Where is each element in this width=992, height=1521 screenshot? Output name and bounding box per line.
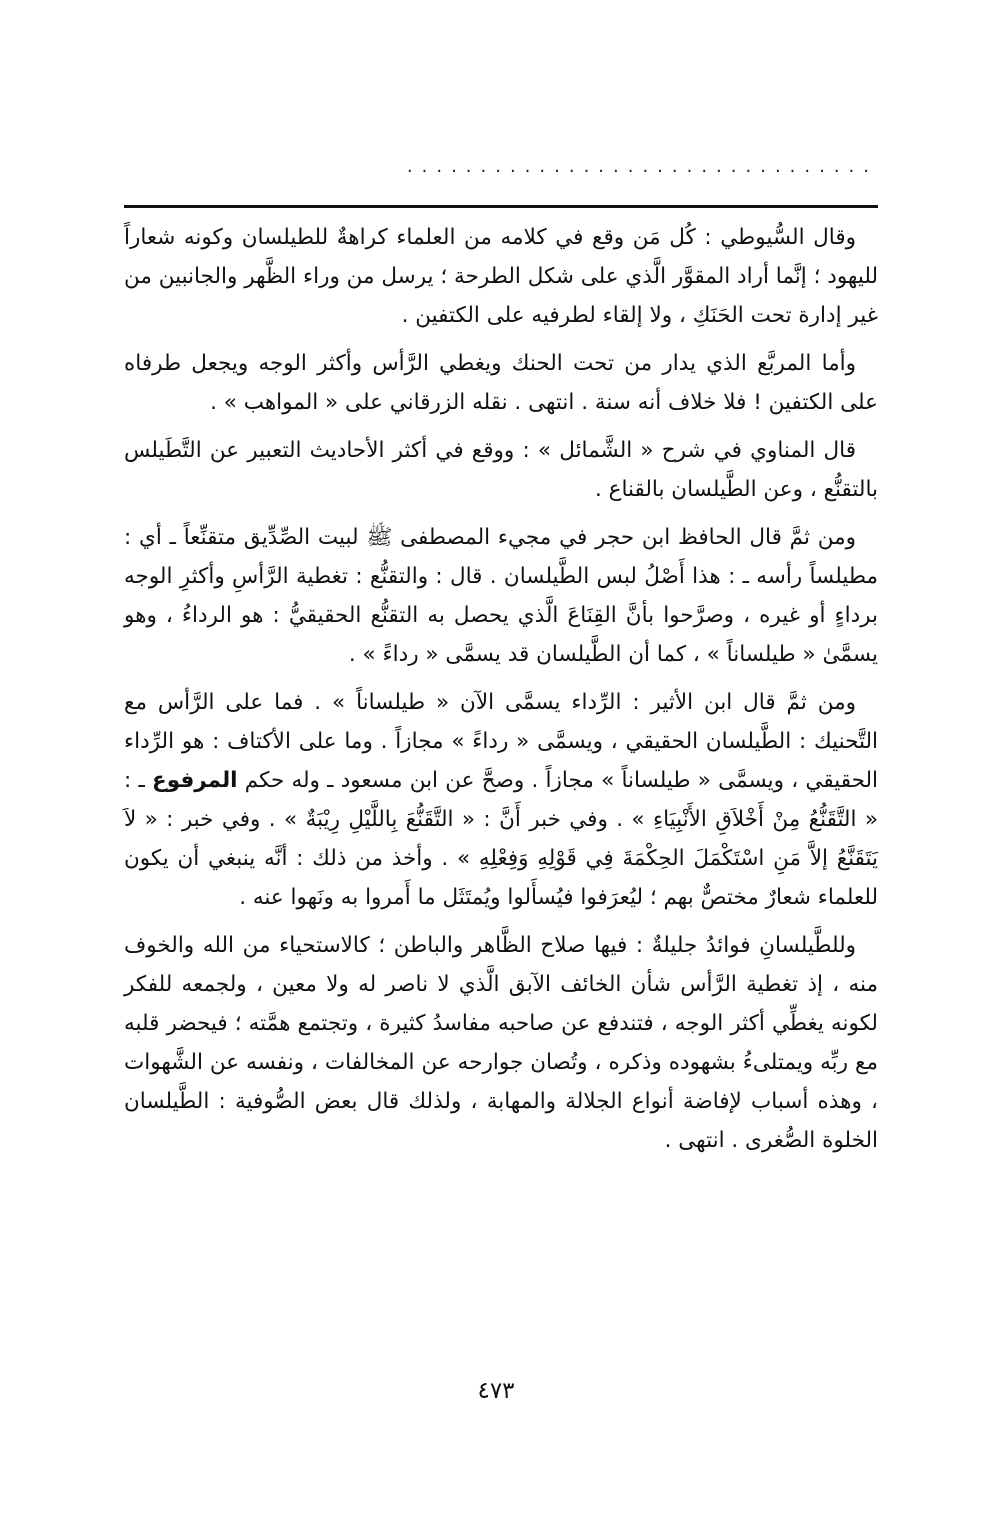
paragraph-5-text-after: ـ : « التَّقَنُّعُ مِنْ أَخْلاَقِ الأَنْبِيَاءِ » . وفي خبر أَنَّ : « التَّقَنُّعَ بِاللَّيْلِ رِيْبَةٌ » . وفي خبر : « لاَ يَتَقَنَّعُ إلاَّ مَنِ اسْتَكْمَلَ الحِكْمَةَ فِي قَوْلِهِ وَفِعْلِهِ » . وأخذ من ذلك : أنَّه ينبغي أن يكون للعلماء شعارٌ مختصٌّ بهم ؛ ليُعرَفوا فيُسأَلوا ويُمتَثَل ما أَمروا به ونَهوا عنه . — [124, 768, 878, 910]
paragraph-6: وللطَّيلسانِ فوائدُ جليلةٌ : فيها صلاح الظَّاهر والباطن ؛ كالاستحياء من الله والخوف منه ، إذ تغطية الرَّأس شأن الخائف الآبق الَّذي لا ناصر له ولا معين ، ولجمعه للفكر لكونه يغطِّي أكثر الوجه ، فتندفع عن صاحبه مفاسدُ كثيرة ، وتجتمع همَّته ؛ فيحضر قلبه مع ربِّه ويمتلىءُ بشهوده وذكره ، وتُصان جوارحه عن المخالفات ، ونفسه عن الشَّهوات ، وهذه أسباب لإفاضة أنواع الجلالة والمهابة ، ولذلك قال بعض الصُّوفية : الطَّيلسان الخلوة الصُّغرى . انتهى . — [124, 933, 878, 1153]
paragraph-5 — [124, 683, 878, 917]
paragraph-4: ومن ثمَّ قال الحافظ ابن حجر في مجيء المصطفى ﷺ لبيت الصِّدِّيق متقنِّعاً ـ أي : مطيلساً رأسه ـ : هذا أَصْلُ لبس الطَّيلسان . قال : والتقنُّع : تغطية الرَّأسِ وأكثرِ الوجه برداءٍ أو غيره ، وصرَّحوا بأنَّ القِنَاعَ الَّذي يحصل به التقنُّع الحقيقيُّ : هو الرداءُ ، وهو يسمَّىٰ « طيلساناً » ، كما أن الطَّيلسان قد يسمَّى « رداءً » . — [124, 525, 878, 667]
paragraph-2: وأما المربَّع الذي يدار من تحت الحنك ويغطي الرَّأس وأكثر الوجه ويجعل طرفاه على الكتفين ! فلا خلاف أنه سنة . انتهى . نقله الزرقاني على « المواهب » . — [124, 351, 878, 415]
header-rule — [124, 205, 878, 208]
main-text — [124, 218, 878, 1160]
page-number: ٤٧٣ — [477, 1378, 515, 1404]
header-dots: ................................ — [406, 156, 878, 177]
paragraph-5-text-before: ومن ثمَّ قال ابن الأثير : الرِّداء يسمَّى الآن « طيلساناً » . فما على الرَّأس مع التَّحنيك : الطَّيلسان الحقيقي ، ويسمَّى « رداءً » مجازاً . وما على الأكتاف : هو الرِّداء الحقيقي ، ويسمَّى « طيلساناً » مجازاً . وصحَّ عن ابن مسعود ـ وله حكم — [124, 690, 878, 793]
paragraph-5-strong-word: المرفوع — [152, 768, 238, 793]
paragraph-3: قال المناوي في شرح « الشَّمائل » : ووقع في أكثر الأحاديث التعبير عن التَّطَيلس بالتقنُّع ، وعن الطَّيلسان بالقناع . — [124, 438, 878, 502]
paragraph-1: وقال السُّيوطي : كُل مَن وقع في كلامه من العلماء كراهةٌ للطيلسان وكونه شعاراً لليهود ؛ إنَّما أراد المقوَّر الَّذي على شكل الطرحة ؛ يرسل من وراء الظَّهر والجانبين من غير إدارة تحت الحَنَكِ ، ولا إلقاء لطرفيه على الكتفين . — [124, 225, 878, 328]
